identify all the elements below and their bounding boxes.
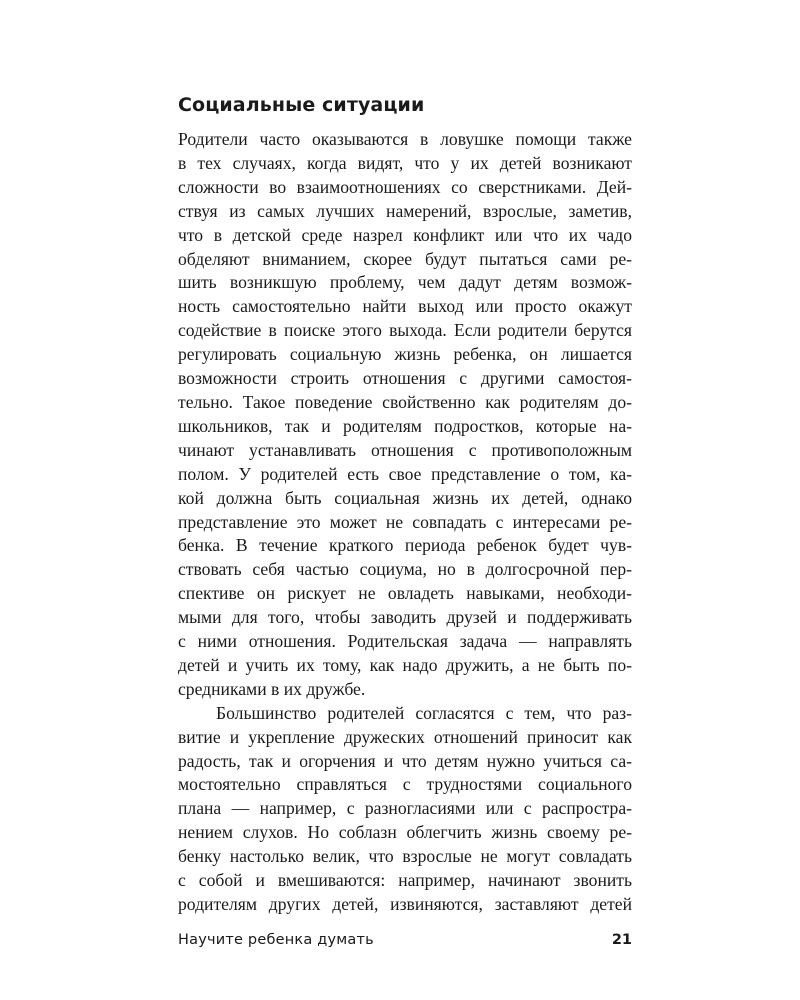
text-line: с ними отношения. Родительская задача — направлять (178, 631, 632, 652)
text-line: регулировать социальную жизнь ребенка, он лишается (178, 344, 632, 365)
text-line: детей и учить их тому, как надо дружить, а не быть по- (178, 654, 632, 675)
text-line: тельно. Такое поведение свойственно как родителям до- (178, 391, 632, 412)
text-line: шить возникшую проблему, чем дадут детям возмож- (178, 272, 632, 293)
text-line: сложности во взаимоотношениях со сверстниками. Дей- (178, 176, 632, 197)
paragraph-2 (178, 702, 632, 917)
text-line: родителям других детей, извиняются, заставляют детей (178, 894, 632, 914)
text-line: в тех случаях, когда видят, что у их детей возникают (178, 152, 632, 173)
text-line: представление это может не совпадать с интересами ре- (178, 511, 632, 532)
text-line: школьников, так и родителям подростков, которые на- (178, 415, 632, 436)
text-line: чинают устанавливать отношения с противоположным (178, 439, 632, 460)
text-line: ствуя из самых лучших намерений, взрослые, заметив, (178, 200, 632, 221)
text-line: полом. У родителей есть свое представление о том, ка- (178, 463, 632, 484)
page-footer (178, 932, 632, 954)
text-line: бенка. В течение краткого периода ребенок будет чув- (178, 535, 632, 556)
text-line: бенку настолько велик, что взрослые не могут совладать (178, 846, 632, 867)
text-line: плана — например, с разногласиями или с распростра- (178, 798, 632, 819)
text-line: возможности строить отношения с другими самостоя- (178, 368, 632, 389)
text-line: радость, так и огорчения и что детям нужно учиться са- (178, 750, 632, 771)
text-line: Родители часто оказываются в ловушке помощи также (178, 129, 632, 149)
text-line: что в детской среде назрел конфликт или что их чадо (178, 224, 632, 245)
text-line: спективе он рискует не овладеть навыками, необходи- (178, 583, 632, 604)
text-line: содействие в поиске этого выхода. Если родители берутся (178, 320, 632, 341)
page-number: 21 (611, 932, 632, 948)
text-line: ность самостоятельно найти выход или просто окажут (178, 296, 632, 317)
text-line: кой должна быть социальная жизнь их детей, однако (178, 487, 632, 508)
text-line: ствовать себя частью социума, но в долгосрочной пер- (178, 559, 632, 580)
text-line: мыми для того, чтобы заводить друзей и поддерживать (178, 607, 632, 628)
running-title: Научите ребенка думать (178, 932, 374, 948)
text-line: с собой и вмешиваются: например, начинают звонить (178, 870, 632, 891)
paragraph-1 (178, 128, 632, 702)
page-content (178, 92, 632, 917)
text-line: нением слухов. Но соблазн облегчить жизнь своему ре- (178, 822, 632, 843)
section-heading: Социальные ситуации (178, 94, 425, 116)
text-line: витие и укрепление дружеских отношений приносит как (178, 726, 632, 747)
text-line: Большинство родителей согласятся с тем, что раз- (216, 702, 632, 723)
text-line: обделяют вниманием, скорее будут пытаться сами ре- (178, 248, 632, 269)
text-line: мостоятельно справляться с трудностями социального (178, 774, 632, 795)
text-line: средниками в их дружбе. (178, 678, 366, 699)
